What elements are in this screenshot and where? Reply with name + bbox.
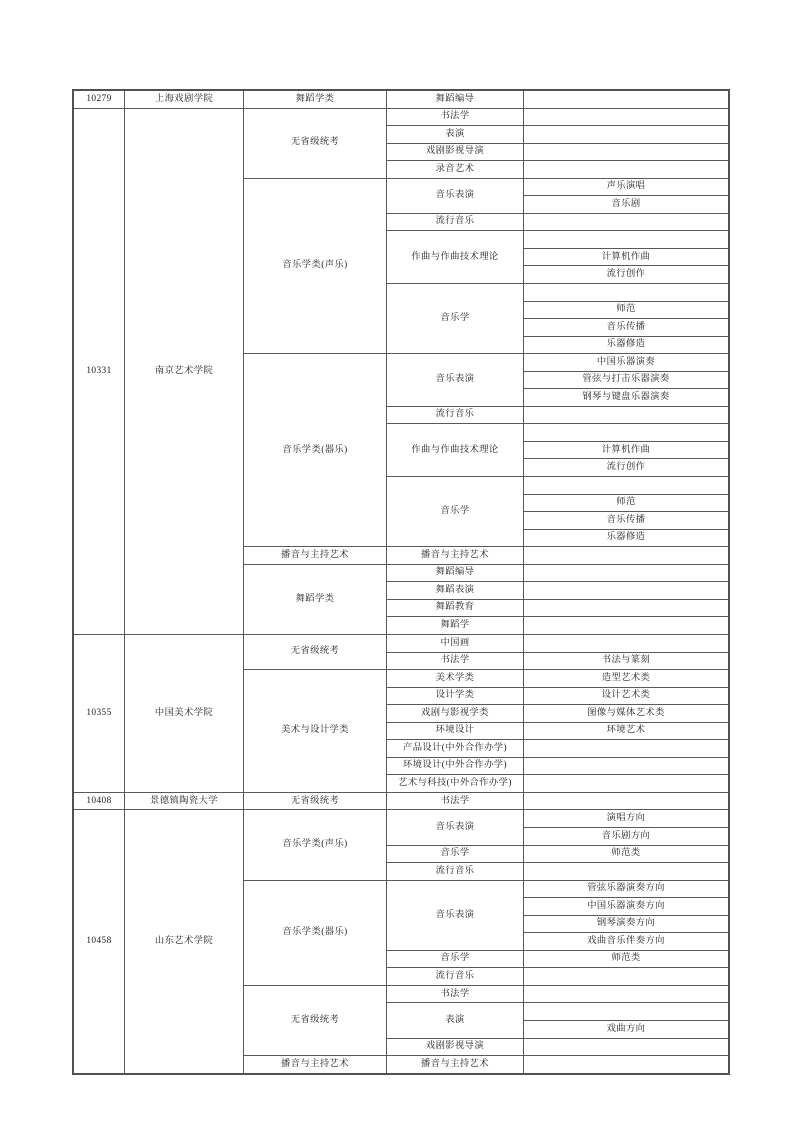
direction-cell-empty — [524, 477, 730, 495]
major-cell: 音乐学 — [387, 284, 524, 354]
direction-cell-empty — [524, 775, 730, 793]
school-name-cell: 中国美术学院 — [125, 634, 244, 792]
school-code-cell: 10458 — [73, 810, 125, 1074]
major-cell: 书法学 — [387, 985, 524, 1003]
direction-cell-empty — [524, 792, 730, 810]
major-cell: 书法学 — [387, 108, 524, 126]
major-cell: 音乐表演 — [387, 810, 524, 845]
school-code-cell: 10355 — [73, 634, 125, 792]
table-row — [73, 792, 729, 810]
major-cell: 音乐表演 — [387, 880, 524, 950]
major-cell: 戏剧影视导演 — [387, 1038, 524, 1056]
table-row — [73, 634, 729, 652]
direction-cell-empty — [524, 757, 730, 775]
direction-cell: 钢琴演奏方向 — [524, 915, 730, 933]
major-cell: 环境设计(中外合作办学) — [387, 757, 524, 775]
direction-cell: 图像与媒体艺术类 — [524, 705, 730, 723]
major-cell: 艺术与科技(中外合作办学) — [387, 775, 524, 793]
direction-cell-empty — [524, 231, 730, 249]
direction-cell: 计算机作曲 — [524, 248, 730, 266]
direction-cell-empty — [524, 599, 730, 617]
exam-category-cell: 音乐学类(器乐) — [244, 880, 387, 985]
direction-cell-empty — [524, 863, 730, 881]
school-code-cell: 10408 — [73, 792, 125, 810]
direction-cell-empty — [524, 284, 730, 302]
direction-cell-empty — [524, 213, 730, 231]
exam-category-cell: 音乐学类(声乐) — [244, 810, 387, 880]
table-row — [73, 90, 729, 108]
major-cell: 中国画 — [387, 634, 524, 652]
school-name-cell: 上海戏剧学院 — [125, 90, 244, 108]
direction-cell-empty — [524, 985, 730, 1003]
exam-category-cell: 无省级统考 — [244, 634, 387, 669]
direction-cell-empty — [524, 424, 730, 442]
schools-table-container — [72, 89, 722, 1075]
direction-cell: 音乐传播 — [524, 512, 730, 530]
major-cell: 舞蹈编导 — [387, 564, 524, 582]
direction-cell-empty — [524, 406, 730, 424]
direction-cell: 设计艺术类 — [524, 687, 730, 705]
major-cell: 流行音乐 — [387, 863, 524, 881]
direction-cell: 中国乐器演奏 — [524, 354, 730, 372]
direction-cell: 流行创作 — [524, 266, 730, 284]
major-cell: 表演 — [387, 126, 524, 144]
direction-cell: 声乐演唱 — [524, 178, 730, 196]
direction-cell-empty — [524, 126, 730, 144]
direction-cell: 师范 — [524, 494, 730, 512]
direction-cell-empty — [524, 143, 730, 161]
major-cell: 录音艺术 — [387, 161, 524, 179]
direction-cell-empty — [524, 90, 730, 108]
exam-category-cell: 无省级统考 — [244, 985, 387, 1055]
exam-category-cell: 无省级统考 — [244, 792, 387, 810]
direction-cell: 管弦与打击乐器演奏 — [524, 371, 730, 389]
major-cell: 书法学 — [387, 652, 524, 670]
exam-category-cell: 播音与主持艺术 — [244, 547, 387, 565]
direction-cell: 乐器修造 — [524, 529, 730, 547]
school-code-cell: 10331 — [73, 108, 125, 634]
table-row — [73, 810, 729, 828]
major-cell: 作曲与作曲技术理论 — [387, 231, 524, 284]
major-cell: 作曲与作曲技术理论 — [387, 424, 524, 477]
direction-cell: 音乐剧 — [524, 196, 730, 214]
major-cell: 流行音乐 — [387, 213, 524, 231]
major-cell: 环境设计 — [387, 722, 524, 740]
direction-cell: 造型艺术类 — [524, 670, 730, 688]
direction-cell: 钢琴与键盘乐器演奏 — [524, 389, 730, 407]
major-cell: 设计学类 — [387, 687, 524, 705]
school-name-cell: 南京艺术学院 — [125, 108, 244, 634]
major-cell: 美术学类 — [387, 670, 524, 688]
schools-majors-table — [72, 89, 730, 1075]
direction-cell-empty — [524, 582, 730, 600]
exam-category-cell: 美术与设计学类 — [244, 670, 387, 793]
major-cell: 流行音乐 — [387, 406, 524, 424]
direction-cell-empty — [524, 161, 730, 179]
major-cell: 音乐学 — [387, 477, 524, 547]
exam-category-cell: 播音与主持艺术 — [244, 1056, 387, 1074]
direction-cell: 戏曲音乐伴奏方向 — [524, 933, 730, 951]
table-body — [73, 90, 729, 1074]
direction-cell-empty — [524, 108, 730, 126]
direction-cell: 戏曲方向 — [524, 1020, 730, 1038]
direction-cell-empty — [524, 1038, 730, 1056]
direction-cell-empty — [524, 968, 730, 986]
table-row — [73, 108, 729, 126]
exam-category-cell: 无省级统考 — [244, 108, 387, 178]
exam-category-cell: 音乐学类(声乐) — [244, 178, 387, 353]
major-cell: 播音与主持艺术 — [387, 1056, 524, 1074]
direction-cell-empty — [524, 740, 730, 758]
exam-category-cell: 舞蹈学类 — [244, 90, 387, 108]
direction-cell: 环境艺术 — [524, 722, 730, 740]
direction-cell: 乐器修造 — [524, 336, 730, 354]
major-cell: 音乐学 — [387, 950, 524, 968]
direction-cell: 中国乐器演奏方向 — [524, 898, 730, 916]
major-cell: 舞蹈表演 — [387, 582, 524, 600]
direction-cell: 流行创作 — [524, 459, 730, 477]
direction-cell-empty — [524, 1003, 730, 1021]
major-cell: 音乐表演 — [387, 178, 524, 213]
major-cell: 播音与主持艺术 — [387, 547, 524, 565]
direction-cell: 师范类 — [524, 950, 730, 968]
direction-cell: 音乐传播 — [524, 319, 730, 337]
major-cell: 舞蹈编导 — [387, 90, 524, 108]
direction-cell-empty — [524, 1056, 730, 1074]
direction-cell: 演唱方向 — [524, 810, 730, 828]
school-name-cell: 景德镇陶瓷大学 — [125, 792, 244, 810]
direction-cell: 管弦乐器演奏方向 — [524, 880, 730, 898]
major-cell: 产品设计(中外合作办学) — [387, 740, 524, 758]
school-code-cell: 10279 — [73, 90, 125, 108]
direction-cell: 师范类 — [524, 845, 730, 863]
major-cell: 音乐表演 — [387, 354, 524, 407]
major-cell: 舞蹈学 — [387, 617, 524, 635]
major-cell: 书法学 — [387, 792, 524, 810]
major-cell: 戏剧影视导演 — [387, 143, 524, 161]
major-cell: 流行音乐 — [387, 968, 524, 986]
direction-cell-empty — [524, 547, 730, 565]
direction-cell: 师范 — [524, 301, 730, 319]
direction-cell-empty — [524, 564, 730, 582]
direction-cell: 音乐剧方向 — [524, 827, 730, 845]
direction-cell: 计算机作曲 — [524, 441, 730, 459]
major-cell: 舞蹈教育 — [387, 599, 524, 617]
direction-cell-empty — [524, 634, 730, 652]
major-cell: 表演 — [387, 1003, 524, 1038]
exam-category-cell: 舞蹈学类 — [244, 564, 387, 634]
direction-cell-empty — [524, 617, 730, 635]
school-name-cell: 山东艺术学院 — [125, 810, 244, 1074]
direction-cell: 书法与篆刻 — [524, 652, 730, 670]
exam-category-cell: 音乐学类(器乐) — [244, 354, 387, 547]
major-cell: 音乐学 — [387, 845, 524, 863]
major-cell: 戏剧与影视学类 — [387, 705, 524, 723]
